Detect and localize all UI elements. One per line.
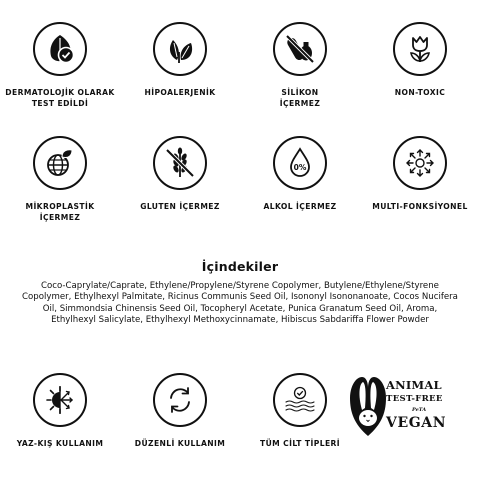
feature-alcohol-free (240, 136, 360, 212)
feature-hypoallergenic (120, 22, 240, 98)
badge-line-test-free: TEST-FREE (386, 394, 443, 404)
feature-label: HİPOALERJENİK (144, 88, 216, 97)
feature-label: NON-TOXIC (394, 88, 446, 97)
no-silicone-icon (273, 22, 327, 76)
usage-label: DÜZENLİ KULLANIM (134, 439, 226, 448)
no-wheat-icon (153, 136, 207, 190)
peta-animal-test-free-badge (348, 370, 460, 440)
usage-label: TÜM CİLT TİPLERİ (259, 439, 341, 448)
usage-all-skin-types (240, 373, 360, 449)
leaves-icon (153, 22, 207, 76)
badge-line-animal: ANIMAL (386, 378, 442, 392)
multi-arrows-icon (393, 136, 447, 190)
usage-regular (120, 373, 240, 449)
feature-non-toxic (360, 22, 480, 98)
feature-label: DERMATOLOJİK OLARAK TEST EDİLDİ (5, 88, 115, 108)
skin-check-icon (273, 373, 327, 427)
refresh-cycle-icon (153, 373, 207, 427)
tulip-icon (393, 22, 447, 76)
ingredients-title: İçindekiler (201, 259, 279, 274)
feature-silicone-free (240, 22, 360, 109)
globe-leaf-icon (33, 136, 87, 190)
ingredients-text: Coco-Caprylate/Caprate, Ethylene/Propylene/Styrene Copolymer, Butylene/Ethylene/Styrene Copolymer, Ethylhexyl Palmitate, Ricinus Communis Seed Oil, Isononyl Isononanoate, Cocos Nucifera Oil, Simmondsia Chinensis Seed Oil, Tocopheryl Acetate, Punica Granatum Seed Oil, Aroma, Ethylhexyl Salicylate, Ethylhexyl Methoxycinnamate, Hibiscus Sabdariffa Flower Powder (22, 281, 458, 326)
feature-label: SİLİKON İÇERMEZ (279, 88, 321, 108)
drop-percent-text: 0% (293, 163, 307, 172)
feature-label: GLUTEN İÇERMEZ (140, 202, 220, 211)
feature-label: MULTI-FONKSİYONEL (372, 202, 468, 211)
usage-label: YAZ-KIŞ KULLANIM (16, 439, 104, 448)
peta-bunny-heart-icon (348, 374, 388, 438)
sun-snowflake-icon (33, 373, 87, 427)
badge-line-peta: PeTA (412, 407, 427, 413)
drop-zero-percent-icon (273, 136, 327, 190)
feature-multifunctional (360, 136, 480, 212)
usage-summer-winter (0, 373, 120, 449)
feature-label: MİKROPLASTİK İÇERMEZ (25, 202, 95, 222)
feature-label: ALKOL İÇERMEZ (263, 202, 337, 211)
feature-gluten-free (120, 136, 240, 212)
leaf-check-icon (33, 22, 87, 76)
badge-line-vegan: VEGAN (386, 415, 447, 431)
feature-microplastic-free (0, 136, 120, 223)
feature-dermatologically-tested (0, 22, 120, 109)
